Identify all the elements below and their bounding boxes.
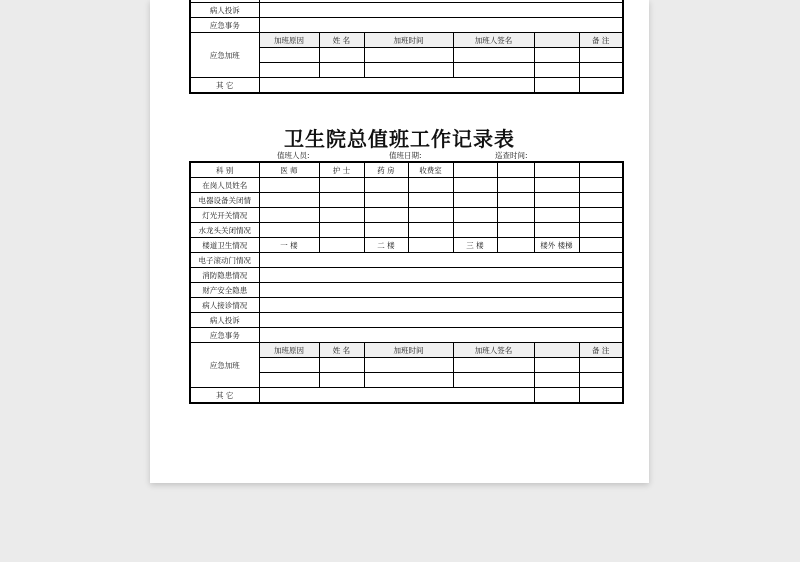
table-row	[190, 3, 623, 18]
input-cell[interactable]	[579, 178, 623, 193]
page-title: 卫生院总值班工作记录表	[284, 127, 515, 151]
input-cell[interactable]	[259, 388, 534, 404]
input-cell[interactable]	[534, 223, 579, 238]
input-cell[interactable]	[319, 193, 364, 208]
input-cell[interactable]	[453, 48, 534, 63]
table-row	[190, 18, 623, 33]
input-cell[interactable]	[408, 193, 453, 208]
col-header: 加班时间	[364, 343, 453, 358]
other-label: 其 它	[190, 78, 259, 94]
col-header	[453, 162, 497, 178]
input-cell[interactable]	[259, 78, 534, 94]
input-cell[interactable]	[534, 373, 579, 388]
input-cell[interactable]	[534, 193, 579, 208]
input-cell[interactable]	[364, 193, 408, 208]
table-row	[190, 238, 623, 253]
input-cell[interactable]	[259, 253, 623, 268]
other-label: 其 它	[190, 388, 259, 404]
input-cell[interactable]	[364, 223, 408, 238]
row-label: 在岗人员姓名	[190, 178, 259, 193]
col-header: 加班时间	[364, 33, 453, 48]
input-cell[interactable]	[364, 178, 408, 193]
input-cell[interactable]	[259, 313, 623, 328]
staff-label: 值班人员:	[277, 151, 310, 160]
col-header: 护 士	[319, 162, 364, 178]
table-row	[190, 268, 623, 283]
patrol-time-label: 巡查时间:	[495, 151, 528, 160]
input-cell[interactable]	[259, 298, 623, 313]
emergency-label: 应急加班	[190, 343, 259, 388]
input-cell[interactable]	[497, 193, 534, 208]
table-row	[190, 388, 623, 404]
row-label: 楼道卫生情况	[190, 238, 259, 253]
table-row	[190, 208, 623, 223]
table-row	[190, 253, 623, 268]
table-row	[190, 33, 623, 48]
input-cell[interactable]	[319, 178, 364, 193]
input-cell[interactable]	[364, 208, 408, 223]
input-cell[interactable]	[497, 208, 534, 223]
input-cell[interactable]	[259, 358, 319, 373]
input-cell[interactable]	[534, 208, 579, 223]
table-row	[190, 78, 623, 94]
floor-label: 楼外 楼梯	[534, 238, 579, 253]
input-cell[interactable]	[259, 63, 319, 78]
input-cell[interactable]	[319, 223, 364, 238]
col-header	[534, 162, 579, 178]
input-cell[interactable]	[259, 373, 319, 388]
input-cell[interactable]	[259, 18, 623, 33]
row-label: 消防隐患情况	[190, 268, 259, 283]
input-cell[interactable]	[534, 63, 579, 78]
input-cell[interactable]	[408, 178, 453, 193]
input-cell[interactable]	[259, 178, 319, 193]
input-cell[interactable]	[579, 223, 623, 238]
input-cell[interactable]	[408, 208, 453, 223]
input-cell[interactable]	[534, 358, 579, 373]
row-label: 应急事务	[190, 328, 259, 343]
table-row	[190, 343, 623, 358]
input-cell[interactable]	[259, 3, 623, 18]
input-cell[interactable]	[408, 223, 453, 238]
floor-label: 二 楼	[364, 238, 408, 253]
col-header	[534, 343, 579, 358]
input-cell[interactable]	[319, 373, 364, 388]
input-cell[interactable]	[364, 373, 453, 388]
input-cell[interactable]	[453, 178, 497, 193]
input-cell[interactable]	[364, 63, 453, 78]
table-row	[190, 162, 623, 178]
col-header: 医 师	[259, 162, 319, 178]
floor-label: 三 楼	[453, 238, 497, 253]
table-row	[190, 283, 623, 298]
col-header: 药 房	[364, 162, 408, 178]
input-cell[interactable]	[534, 48, 579, 63]
col-header	[534, 33, 579, 48]
input-cell[interactable]	[319, 208, 364, 223]
row-label: 病人接诊情况	[190, 298, 259, 313]
col-header: 科 别	[190, 162, 259, 178]
row-label: 电器设备关闭情	[190, 193, 259, 208]
col-header: 加班原因	[259, 33, 319, 48]
floor-label: 一 楼	[259, 238, 319, 253]
input-cell[interactable]	[259, 283, 623, 298]
input-cell[interactable]	[408, 238, 453, 253]
table-row	[190, 193, 623, 208]
input-cell[interactable]	[497, 178, 534, 193]
input-cell[interactable]	[579, 78, 623, 94]
col-header: 姓 名	[319, 33, 364, 48]
input-cell[interactable]	[319, 63, 364, 78]
row-label: 电子滚动门情况	[190, 253, 259, 268]
input-cell[interactable]	[579, 358, 623, 373]
col-header: 备 注	[579, 33, 623, 48]
row-label: 水龙头关闭情况	[190, 223, 259, 238]
input-cell[interactable]	[319, 238, 364, 253]
table-row	[190, 223, 623, 238]
date-label: 值班日期:	[389, 151, 422, 160]
input-cell[interactable]	[534, 388, 579, 404]
meta-line	[189, 150, 622, 160]
emergency-label: 应急加班	[190, 33, 259, 78]
input-cell[interactable]	[453, 223, 497, 238]
col-header	[579, 162, 623, 178]
bottom-form	[189, 161, 622, 404]
input-cell[interactable]	[579, 63, 623, 78]
input-cell[interactable]	[259, 223, 319, 238]
input-cell[interactable]	[579, 238, 623, 253]
input-cell[interactable]	[319, 48, 364, 63]
input-cell[interactable]	[453, 193, 497, 208]
input-cell[interactable]	[579, 373, 623, 388]
input-cell[interactable]	[497, 223, 534, 238]
col-header: 加班人签名	[453, 33, 534, 48]
input-cell[interactable]	[579, 208, 623, 223]
row-label: 灯光开关情况	[190, 208, 259, 223]
table-row	[190, 298, 623, 313]
input-cell[interactable]	[453, 358, 534, 373]
row-label: 病人投诉	[190, 3, 259, 18]
input-cell[interactable]	[364, 358, 453, 373]
input-cell[interactable]	[259, 208, 319, 223]
table-row	[190, 313, 623, 328]
table-row	[190, 328, 623, 343]
col-header: 姓 名	[319, 343, 364, 358]
input-cell[interactable]	[497, 238, 534, 253]
col-header: 加班原因	[259, 343, 319, 358]
input-cell[interactable]	[259, 193, 319, 208]
input-cell[interactable]	[579, 193, 623, 208]
row-label: 应急事务	[190, 18, 259, 33]
input-cell[interactable]	[453, 63, 534, 78]
table-row	[190, 178, 623, 193]
top-form	[189, 0, 622, 94]
col-header: 备 注	[579, 343, 623, 358]
input-cell[interactable]	[319, 358, 364, 373]
col-header: 加班人签名	[453, 343, 534, 358]
input-cell[interactable]	[364, 48, 453, 63]
input-cell[interactable]	[453, 373, 534, 388]
col-header: 收费室	[408, 162, 453, 178]
input-cell[interactable]	[534, 178, 579, 193]
input-cell[interactable]	[579, 388, 623, 404]
input-cell[interactable]	[259, 328, 623, 343]
input-cell[interactable]	[259, 268, 623, 283]
input-cell[interactable]	[259, 48, 319, 63]
input-cell[interactable]	[534, 78, 579, 94]
col-header	[497, 162, 534, 178]
input-cell[interactable]	[453, 208, 497, 223]
row-label: 病人投诉	[190, 313, 259, 328]
row-label: 财产安全隐患	[190, 283, 259, 298]
input-cell[interactable]	[579, 48, 623, 63]
